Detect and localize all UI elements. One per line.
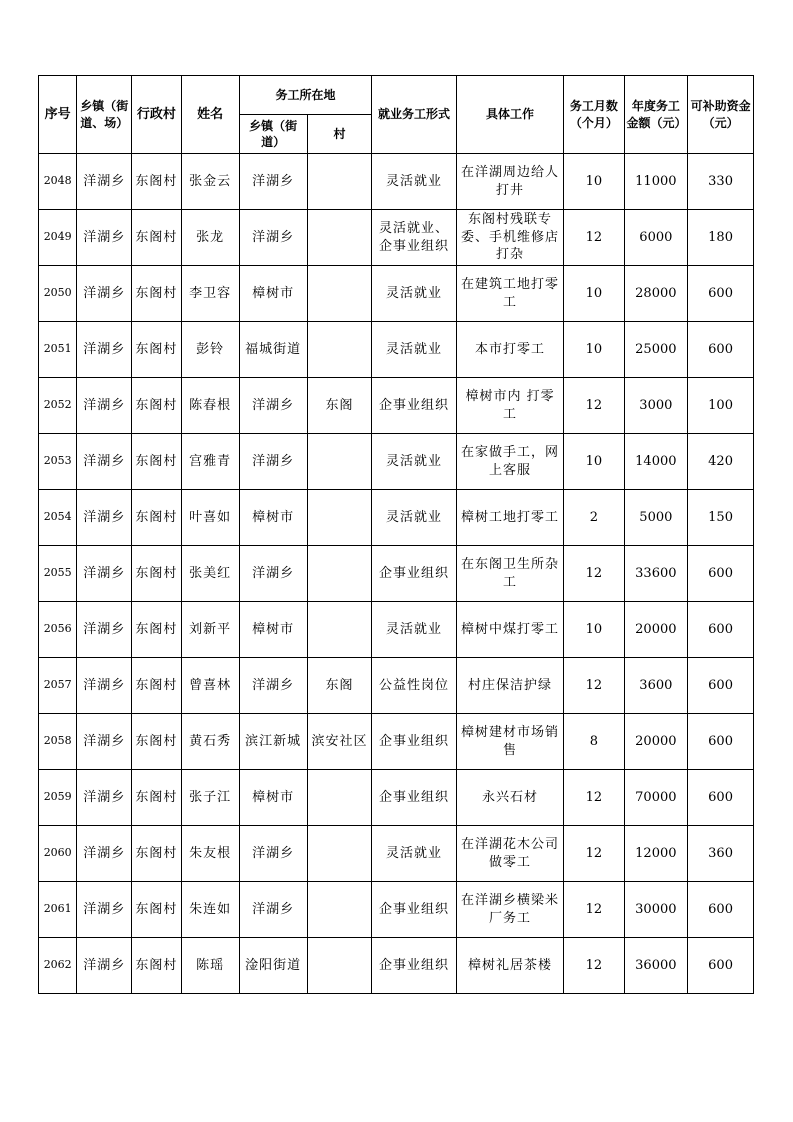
cell-specific-work: 本市打零工 bbox=[456, 322, 563, 378]
cell-employment-form: 企事业组织 bbox=[372, 546, 456, 602]
table-row bbox=[39, 322, 754, 378]
cell-seq: 2049 bbox=[39, 210, 77, 266]
cell-work-township: 福城街道 bbox=[239, 322, 307, 378]
cell-employment-form: 灵活就业 bbox=[372, 826, 456, 882]
cell-months: 10 bbox=[564, 154, 624, 210]
cell-township: 洋湖乡 bbox=[77, 546, 132, 602]
cell-months: 12 bbox=[564, 658, 624, 714]
cell-annual-amount: 28000 bbox=[624, 266, 688, 322]
cell-name: 李卫容 bbox=[181, 266, 239, 322]
cell-employment-form: 企事业组织 bbox=[372, 938, 456, 994]
table-row bbox=[39, 546, 754, 602]
header-work-location: 务工所在地 bbox=[239, 76, 372, 115]
cell-seq: 2050 bbox=[39, 266, 77, 322]
cell-seq: 2058 bbox=[39, 714, 77, 770]
cell-village: 东阁村 bbox=[132, 266, 181, 322]
cell-seq: 2061 bbox=[39, 882, 77, 938]
cell-subsidy: 600 bbox=[688, 546, 754, 602]
cell-work-village bbox=[307, 546, 372, 602]
cell-work-village bbox=[307, 770, 372, 826]
table-row bbox=[39, 378, 754, 434]
cell-township: 洋湖乡 bbox=[77, 322, 132, 378]
cell-employment-form: 企事业组织 bbox=[372, 714, 456, 770]
cell-work-village: 东阁 bbox=[307, 378, 372, 434]
cell-seq: 2054 bbox=[39, 490, 77, 546]
table-row bbox=[39, 210, 754, 266]
cell-months: 10 bbox=[564, 434, 624, 490]
table-row bbox=[39, 826, 754, 882]
cell-village: 东阁村 bbox=[132, 490, 181, 546]
cell-seq: 2062 bbox=[39, 938, 77, 994]
cell-township: 洋湖乡 bbox=[77, 658, 132, 714]
cell-subsidy: 180 bbox=[688, 210, 754, 266]
cell-work-township: 洋湖乡 bbox=[239, 154, 307, 210]
cell-employment-form: 企事业组织 bbox=[372, 882, 456, 938]
table-row bbox=[39, 882, 754, 938]
cell-work-township: 洋湖乡 bbox=[239, 826, 307, 882]
cell-village: 东阁村 bbox=[132, 154, 181, 210]
cell-specific-work: 在洋湖花木公司做零工 bbox=[456, 826, 563, 882]
cell-employment-form: 灵活就业 bbox=[372, 602, 456, 658]
table-row bbox=[39, 266, 754, 322]
header-village: 行政村 bbox=[132, 76, 181, 154]
cell-seq: 2060 bbox=[39, 826, 77, 882]
cell-specific-work: 樟树中煤打零工 bbox=[456, 602, 563, 658]
table-header bbox=[39, 76, 754, 154]
cell-work-township: 洋湖乡 bbox=[239, 658, 307, 714]
cell-annual-amount: 6000 bbox=[624, 210, 688, 266]
cell-work-township: 樟树市 bbox=[239, 490, 307, 546]
cell-township: 洋湖乡 bbox=[77, 154, 132, 210]
cell-annual-amount: 25000 bbox=[624, 322, 688, 378]
cell-township: 洋湖乡 bbox=[77, 938, 132, 994]
cell-seq: 2057 bbox=[39, 658, 77, 714]
cell-subsidy: 330 bbox=[688, 154, 754, 210]
cell-seq: 2051 bbox=[39, 322, 77, 378]
cell-village: 东阁村 bbox=[132, 602, 181, 658]
cell-subsidy: 600 bbox=[688, 266, 754, 322]
cell-subsidy: 600 bbox=[688, 322, 754, 378]
cell-work-township: 樟树市 bbox=[239, 602, 307, 658]
cell-seq: 2052 bbox=[39, 378, 77, 434]
cell-village: 东阁村 bbox=[132, 378, 181, 434]
cell-village: 东阁村 bbox=[132, 770, 181, 826]
cell-months: 12 bbox=[564, 210, 624, 266]
cell-work-village bbox=[307, 154, 372, 210]
cell-work-township: 樟树市 bbox=[239, 770, 307, 826]
cell-months: 12 bbox=[564, 882, 624, 938]
cell-employment-form: 灵活就业 bbox=[372, 322, 456, 378]
cell-annual-amount: 70000 bbox=[624, 770, 688, 826]
cell-work-village bbox=[307, 882, 372, 938]
cell-months: 10 bbox=[564, 322, 624, 378]
cell-work-village: 滨安社区 bbox=[307, 714, 372, 770]
header-subsidy: 可补助资金（元） bbox=[688, 76, 754, 154]
cell-specific-work: 村庄保洁护绿 bbox=[456, 658, 563, 714]
cell-specific-work: 在建筑工地打零工 bbox=[456, 266, 563, 322]
table-row bbox=[39, 490, 754, 546]
cell-name: 朱友根 bbox=[181, 826, 239, 882]
cell-township: 洋湖乡 bbox=[77, 434, 132, 490]
table-row bbox=[39, 938, 754, 994]
table-row bbox=[39, 714, 754, 770]
cell-township: 洋湖乡 bbox=[77, 210, 132, 266]
cell-name: 张龙 bbox=[181, 210, 239, 266]
cell-village: 东阁村 bbox=[132, 322, 181, 378]
employment-subsidy-table bbox=[38, 75, 754, 994]
table-body bbox=[39, 154, 754, 994]
table-row bbox=[39, 658, 754, 714]
cell-work-township: 洋湖乡 bbox=[239, 546, 307, 602]
cell-annual-amount: 11000 bbox=[624, 154, 688, 210]
cell-work-township: 滨江新城 bbox=[239, 714, 307, 770]
cell-name: 曾喜林 bbox=[181, 658, 239, 714]
cell-village: 东阁村 bbox=[132, 210, 181, 266]
cell-township: 洋湖乡 bbox=[77, 770, 132, 826]
cell-specific-work: 樟树工地打零工 bbox=[456, 490, 563, 546]
header-work-township: 乡镇（街道） bbox=[239, 115, 307, 154]
cell-name: 刘新平 bbox=[181, 602, 239, 658]
cell-village: 东阁村 bbox=[132, 434, 181, 490]
cell-seq: 2059 bbox=[39, 770, 77, 826]
cell-township: 洋湖乡 bbox=[77, 266, 132, 322]
cell-seq: 2048 bbox=[39, 154, 77, 210]
cell-township: 洋湖乡 bbox=[77, 490, 132, 546]
cell-annual-amount: 14000 bbox=[624, 434, 688, 490]
cell-months: 10 bbox=[564, 602, 624, 658]
cell-village: 东阁村 bbox=[132, 882, 181, 938]
cell-work-township: 樟树市 bbox=[239, 266, 307, 322]
cell-work-township: 洋湖乡 bbox=[239, 210, 307, 266]
cell-village: 东阁村 bbox=[132, 826, 181, 882]
cell-work-village bbox=[307, 602, 372, 658]
cell-specific-work: 永兴石材 bbox=[456, 770, 563, 826]
cell-subsidy: 360 bbox=[688, 826, 754, 882]
cell-employment-form: 企事业组织 bbox=[372, 378, 456, 434]
cell-annual-amount: 3000 bbox=[624, 378, 688, 434]
header-work-village: 村 bbox=[307, 115, 372, 154]
cell-annual-amount: 20000 bbox=[624, 714, 688, 770]
cell-township: 洋湖乡 bbox=[77, 826, 132, 882]
cell-name: 宫雅青 bbox=[181, 434, 239, 490]
cell-subsidy: 600 bbox=[688, 770, 754, 826]
cell-village: 东阁村 bbox=[132, 658, 181, 714]
cell-months: 8 bbox=[564, 714, 624, 770]
cell-name: 彭铃 bbox=[181, 322, 239, 378]
cell-village: 东阁村 bbox=[132, 546, 181, 602]
header-annual-amount: 年度务工金额（元） bbox=[624, 76, 688, 154]
header-specific-work: 具体工作 bbox=[456, 76, 563, 154]
table-row bbox=[39, 602, 754, 658]
cell-seq: 2056 bbox=[39, 602, 77, 658]
cell-name: 陈春根 bbox=[181, 378, 239, 434]
cell-annual-amount: 36000 bbox=[624, 938, 688, 994]
cell-work-village bbox=[307, 322, 372, 378]
cell-subsidy: 600 bbox=[688, 938, 754, 994]
cell-months: 12 bbox=[564, 546, 624, 602]
cell-annual-amount: 5000 bbox=[624, 490, 688, 546]
cell-annual-amount: 3600 bbox=[624, 658, 688, 714]
cell-annual-amount: 12000 bbox=[624, 826, 688, 882]
cell-work-village: 东阁 bbox=[307, 658, 372, 714]
cell-months: 12 bbox=[564, 378, 624, 434]
header-months: 务工月数（个月） bbox=[564, 76, 624, 154]
cell-months: 2 bbox=[564, 490, 624, 546]
cell-specific-work: 樟树礼居茶楼 bbox=[456, 938, 563, 994]
cell-subsidy: 600 bbox=[688, 602, 754, 658]
cell-employment-form: 灵活就业 bbox=[372, 154, 456, 210]
cell-name: 朱连如 bbox=[181, 882, 239, 938]
cell-seq: 2053 bbox=[39, 434, 77, 490]
cell-subsidy: 600 bbox=[688, 658, 754, 714]
cell-employment-form: 灵活就业 bbox=[372, 434, 456, 490]
cell-village: 东阁村 bbox=[132, 714, 181, 770]
cell-name: 张金云 bbox=[181, 154, 239, 210]
header-township: 乡镇（街道、场） bbox=[77, 76, 132, 154]
cell-specific-work: 东阁村残联专委、手机维修店打杂 bbox=[456, 210, 563, 266]
cell-employment-form: 灵活就业 bbox=[372, 266, 456, 322]
cell-work-township: 淦阳街道 bbox=[239, 938, 307, 994]
cell-work-village bbox=[307, 266, 372, 322]
cell-specific-work: 在东阁卫生所杂工 bbox=[456, 546, 563, 602]
header-seq: 序号 bbox=[39, 76, 77, 154]
cell-employment-form: 企事业组织 bbox=[372, 770, 456, 826]
cell-specific-work: 在家做手工，网上客服 bbox=[456, 434, 563, 490]
cell-township: 洋湖乡 bbox=[77, 714, 132, 770]
cell-months: 12 bbox=[564, 770, 624, 826]
cell-subsidy: 600 bbox=[688, 882, 754, 938]
cell-name: 张子江 bbox=[181, 770, 239, 826]
cell-annual-amount: 20000 bbox=[624, 602, 688, 658]
header-employment-form: 就业务工形式 bbox=[372, 76, 456, 154]
cell-name: 陈瑶 bbox=[181, 938, 239, 994]
header-name: 姓名 bbox=[181, 76, 239, 154]
cell-work-township: 洋湖乡 bbox=[239, 882, 307, 938]
cell-name: 黄石秀 bbox=[181, 714, 239, 770]
cell-township: 洋湖乡 bbox=[77, 602, 132, 658]
cell-months: 12 bbox=[564, 938, 624, 994]
cell-work-village bbox=[307, 490, 372, 546]
cell-work-township: 洋湖乡 bbox=[239, 378, 307, 434]
cell-specific-work: 在洋湖乡横梁米厂务工 bbox=[456, 882, 563, 938]
cell-months: 10 bbox=[564, 266, 624, 322]
cell-specific-work: 樟树市内 打零工 bbox=[456, 378, 563, 434]
cell-annual-amount: 30000 bbox=[624, 882, 688, 938]
cell-work-village bbox=[307, 826, 372, 882]
table-row bbox=[39, 770, 754, 826]
cell-work-township: 洋湖乡 bbox=[239, 434, 307, 490]
cell-subsidy: 420 bbox=[688, 434, 754, 490]
cell-township: 洋湖乡 bbox=[77, 882, 132, 938]
table-row bbox=[39, 434, 754, 490]
cell-village: 东阁村 bbox=[132, 938, 181, 994]
cell-employment-form: 公益性岗位 bbox=[372, 658, 456, 714]
cell-name: 叶喜如 bbox=[181, 490, 239, 546]
cell-subsidy: 100 bbox=[688, 378, 754, 434]
cell-employment-form: 灵活就业 bbox=[372, 490, 456, 546]
cell-township: 洋湖乡 bbox=[77, 378, 132, 434]
cell-subsidy: 150 bbox=[688, 490, 754, 546]
cell-name: 张美红 bbox=[181, 546, 239, 602]
cell-seq: 2055 bbox=[39, 546, 77, 602]
cell-work-village bbox=[307, 938, 372, 994]
cell-work-village bbox=[307, 210, 372, 266]
table-row bbox=[39, 154, 754, 210]
cell-subsidy: 600 bbox=[688, 714, 754, 770]
cell-work-village bbox=[307, 434, 372, 490]
cell-annual-amount: 33600 bbox=[624, 546, 688, 602]
cell-employment-form: 灵活就业、企事业组织 bbox=[372, 210, 456, 266]
cell-specific-work: 在洋湖周边给人打井 bbox=[456, 154, 563, 210]
cell-specific-work: 樟树建材市场销售 bbox=[456, 714, 563, 770]
cell-months: 12 bbox=[564, 826, 624, 882]
